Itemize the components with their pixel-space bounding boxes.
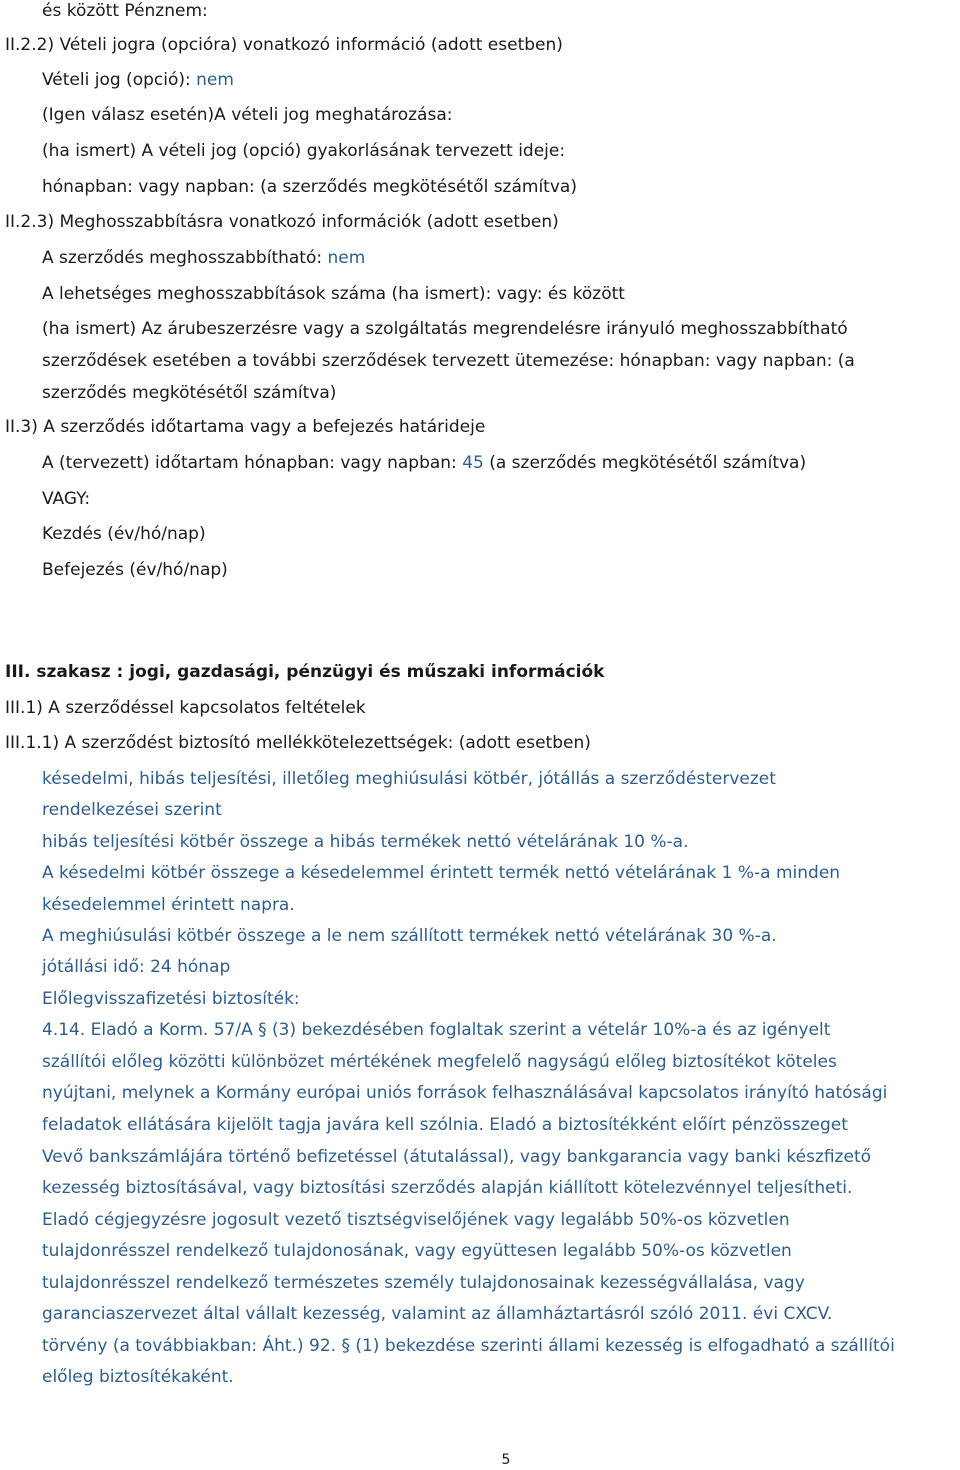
value-duration: 45 bbox=[462, 453, 484, 473]
text-line: Vételi jog (opció): nem bbox=[42, 70, 234, 90]
section-heading-iii: III. szakasz : jogi, gazdasági, pénzügyi és műszaki információk bbox=[5, 662, 605, 682]
text-line: (ha ismert) A vételi jog (opció) gyakorlásának tervezett ideje: bbox=[42, 141, 566, 161]
text-line: A szerződés meghosszabbítható: nem bbox=[42, 248, 366, 268]
value-line: rendelkezései szerint bbox=[42, 800, 222, 820]
value-line: tulajdonrésszel rendelkező természetes személy tulajdonosainak kezességvállalása, vagy bbox=[42, 1273, 805, 1293]
value-line: jótállási idő: 24 hónap bbox=[42, 957, 231, 977]
section-heading-ii-3: II.3) A szerződés időtartama vagy a befejezés határideje bbox=[5, 417, 486, 437]
text-line: és között Pénznem: bbox=[42, 1, 208, 21]
section-heading-ii-2-2: II.2.2) Vételi jogra (opcióra) vonatkozó információ (adott esetben) bbox=[5, 35, 563, 55]
value-line: garanciaszervezet által vállalt kezesség, valamint az államháztartásról szóló 2011. évi CXCV. bbox=[42, 1304, 833, 1324]
value-line: nyújtani, melynek a Kormány európai uniós források felhasználásával kapcsolatos irányító hatósági bbox=[42, 1083, 888, 1103]
value-line: hibás teljesítési kötbér összege a hibás termékek nettó vételárának 10 %-a. bbox=[42, 832, 689, 852]
value-line: 4.14. Eladó a Korm. 57/A § (3) bekezdésében foglaltak szerint a vételár 10%-a és az igényelt bbox=[42, 1020, 831, 1040]
text-line: VAGY: bbox=[42, 489, 91, 509]
value-line: Előlegvisszafizetési biztosíték: bbox=[42, 989, 300, 1009]
value-line: tulajdonrésszel rendelkező tulajdonosának, vagy együttesen legalább 50%-os közvetlen bbox=[42, 1241, 792, 1261]
text-line: Kezdés (év/hó/nap) bbox=[42, 524, 206, 544]
value-line: Vevő bankszámlájára történő befizetéssel (átutalással), vagy bankgarancia vagy banki készfizető bbox=[42, 1147, 872, 1167]
value-line: törvény (a továbbiakban: Áht.) 92. § (1) bekezdése szerinti állami kezesség is elfogadható a szállítói bbox=[42, 1336, 895, 1356]
value-line: késedelemmel érintett napra. bbox=[42, 895, 295, 915]
value-nem: nem bbox=[196, 70, 234, 90]
text-line: (ha ismert) Az árubeszerzésre vagy a szolgáltatás megrendelésre irányuló meghosszabbítható bbox=[42, 319, 848, 339]
text-line: A (tervezett) időtartam hónapban: vagy napban: 45 (a szerződés megkötésétől számítva) bbox=[42, 453, 807, 473]
value-line: szállítói előleg közötti különbözet mértékének megfelelő nagyságú előleg biztosítékot köteles bbox=[42, 1052, 837, 1072]
section-heading-iii-1-1: III.1.1) A szerződést biztosító mellékkötelezettségek: (adott esetben) bbox=[5, 733, 591, 753]
text-line: hónapban: vagy napban: (a szerződés megkötésétől számítva) bbox=[42, 177, 577, 197]
section-heading-iii-1: III.1) A szerződéssel kapcsolatos feltételek bbox=[5, 698, 366, 718]
value-line: feladatok ellátására kijelölt tagja javára kell szólnia. Eladó a biztosítékként előírt pénzösszeget bbox=[42, 1115, 848, 1135]
page-number: 5 bbox=[501, 1452, 511, 1468]
text-line: (Igen válasz esetén)A vételi jog meghatározása: bbox=[42, 105, 453, 125]
text-line: Befejezés (év/hó/nap) bbox=[42, 560, 228, 580]
value-nem: nem bbox=[327, 248, 366, 268]
value-line: előleg biztosítékaként. bbox=[42, 1367, 234, 1387]
text-line: szerződés megkötésétől számítva) bbox=[42, 383, 337, 403]
section-heading-ii-2-3: II.2.3) Meghosszabbításra vonatkozó információk (adott esetben) bbox=[5, 212, 559, 232]
value-line: késedelmi, hibás teljesítési, illetőleg meghiúsulási kötbér, jótállás a szerződéstervezet bbox=[42, 769, 776, 789]
value-line: A meghiúsulási kötbér összege a le nem szállított termékek nettó vételárának 30 %-a. bbox=[42, 926, 777, 946]
value-line: A késedelmi kötbér összege a késedelemmel érintett termék nettó vételárának 1 %-a minden bbox=[42, 863, 841, 883]
value-line: kezesség biztosításával, vagy biztosítási szerződés alapján kiállított kötelezvénnyel teljesítheti. bbox=[42, 1178, 853, 1198]
text-line: szerződések esetében a további szerződések tervezett ütemezése: hónapban: vagy napban: (a bbox=[42, 351, 855, 371]
value-line: Eladó cégjegyzésre jogosult vezető tisztségviselőjének vagy legalább 50%-os közvetlen bbox=[42, 1210, 790, 1230]
text-line: A lehetséges meghosszabbítások száma (ha ismert): vagy: és között bbox=[42, 284, 625, 304]
